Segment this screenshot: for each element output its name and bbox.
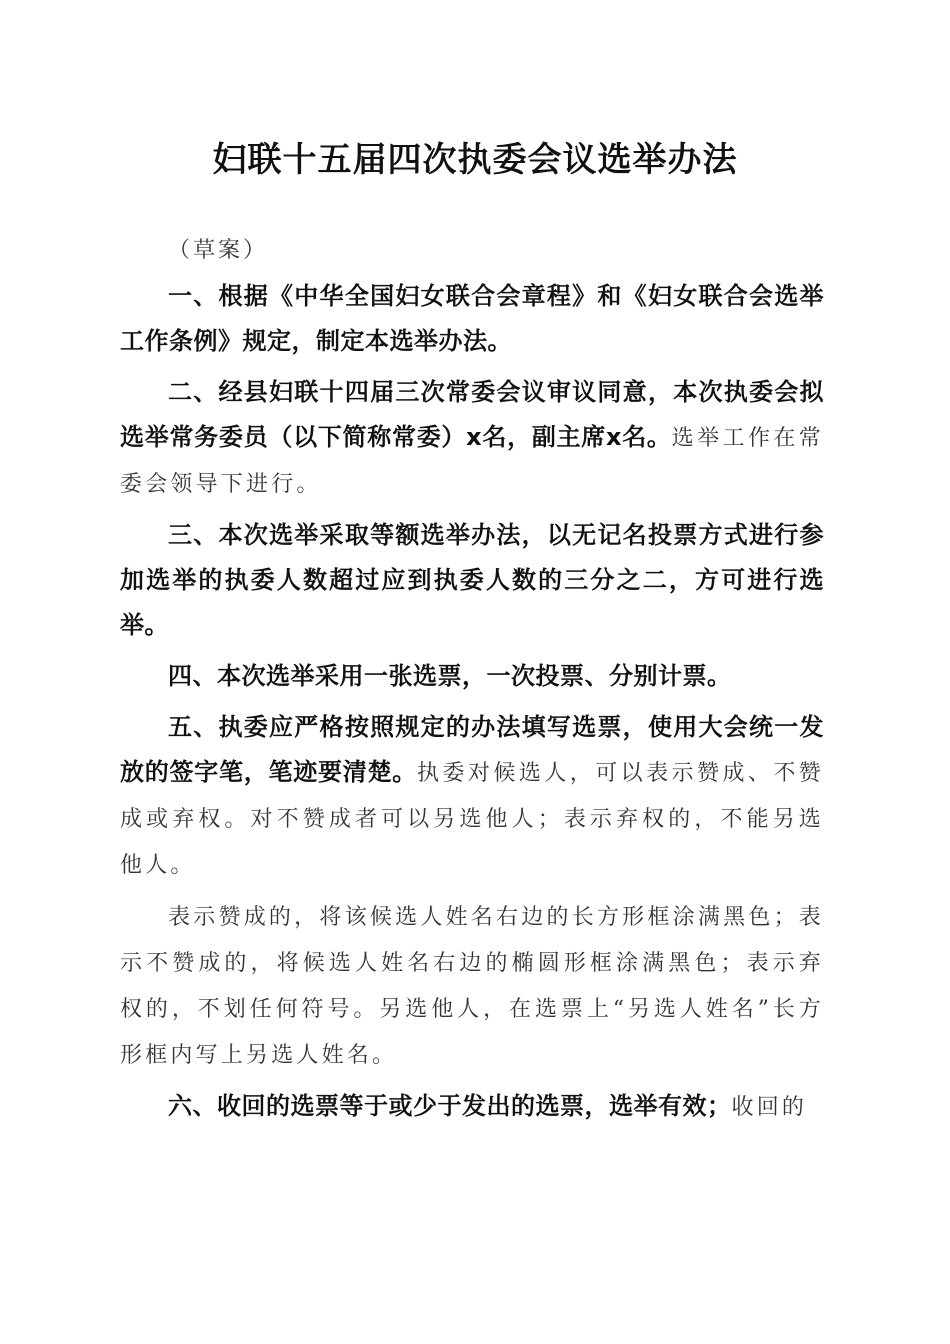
paragraph-2-plain-text: 选举工作在常委会领导下进行。 — [120, 426, 825, 497]
paragraph-3-text: 三、本次选举采取等额选举办法，以无记名投票方式进行参加选举的执委人数超过应到执委人数的三分之二，方可进行选举。 — [120, 521, 824, 639]
paragraph-6-text: 表示赞成的，将该候选人姓名右边的长方形框涂满黑色；表示不赞成的，将候选人姓名右边的椭圆形框涂满黑色；表示弃权的，不划任何符号。另选他人，在选票上“另选人姓名”长方形框内写上另选人姓名。 — [120, 905, 824, 1068]
document-body — [120, 228, 824, 1130]
paragraph-1-text: 一、根据《中华全国妇女联合会章程》和《妇女联合会选举工作条例》规定，制定本选举办法。 — [120, 282, 824, 355]
paragraph-6 — [120, 894, 824, 1078]
paragraph-4-text: 四、本次选举采用一张选票，一次投票、分别计票。 — [168, 662, 732, 690]
paragraph-7-plain-text: 收回的 — [731, 1095, 808, 1120]
paragraph-7-bold-text: 六、收回的选票等于或少于发出的选票，选举有效； — [168, 1092, 732, 1120]
paragraph-2-bold-text: 二、经县妇联十四届三次常委会议审议同意，本次执委会拟选举常务委员（以下简称常委）x名，副主席x名。 — [120, 378, 824, 451]
paragraph-3 — [120, 513, 824, 648]
draft-note: （草案） — [168, 238, 269, 263]
paragraph-5-plain-text: 执委对候选人，可以表示赞成、不赞成或弃权。对不赞成者可以另选他人；表示弃权的，不能另选他人。 — [120, 761, 825, 878]
paragraph-1 — [120, 274, 824, 364]
paragraph-5 — [120, 705, 824, 888]
paragraph-7 — [120, 1084, 824, 1130]
document-title: 妇联十五届四次执委会议选举办法 — [212, 140, 738, 180]
paragraph-2 — [120, 370, 824, 507]
paragraph-4 — [120, 654, 824, 699]
paragraph-5-bold-text: 五、执委应严格按照规定的办法填写选票，使用大会统一发放的签字笔，笔迹要清楚。 — [120, 713, 824, 786]
